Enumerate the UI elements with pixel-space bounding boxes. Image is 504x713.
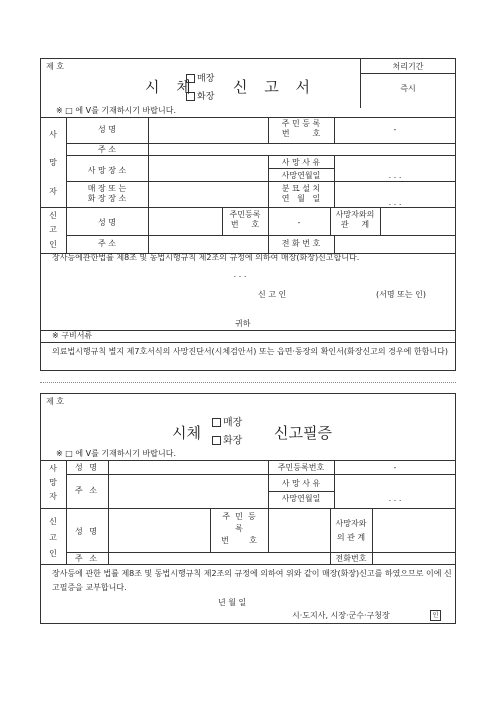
grave-date-value[interactable]: . . .: [388, 198, 402, 207]
cert-reporter-address-label: 주 소: [75, 554, 99, 563]
title-suffix: 신 고 서: [233, 78, 317, 96]
reporter-rrn-label: 주민등록 번 호: [229, 210, 261, 229]
cert-death-date-value[interactable]: . . .: [388, 494, 402, 503]
cert-death-reason-label: 사 망 사 유: [281, 479, 321, 488]
cert-name-label: 성 명: [75, 463, 99, 472]
cert-reporter-name-label: 성 명: [75, 527, 99, 536]
cert-title-prefix: 시체: [172, 424, 201, 442]
cert-reporter-side-2: 고: [49, 533, 57, 542]
processing-period-value: 즉시: [400, 84, 416, 93]
cert-title-suffix: 신고필증: [274, 424, 332, 442]
checkbox-icon[interactable]: [186, 74, 195, 83]
death-date-label: 사망연월일: [281, 171, 321, 180]
cert-number-label: 제 호: [46, 397, 64, 406]
cert-death-date-label: 사망연월일: [281, 494, 321, 503]
cert-reporter-side-3: 인: [49, 549, 57, 558]
cert-phone-label: 전화번호: [335, 554, 367, 563]
issuer: 시·도지사, 시장·군수·구청장: [292, 611, 390, 620]
cut-line: [40, 382, 456, 383]
processing-period-label: 처리기간: [392, 62, 424, 71]
reporter-address-label: 주 소: [98, 239, 116, 248]
name-label: 성 명: [98, 125, 116, 134]
checkbox-icon[interactable]: [212, 436, 221, 445]
deceased-side-3: 자: [49, 187, 57, 196]
form-number-label: 제 호: [46, 62, 64, 71]
cert-rrn-label: 주민등록번호: [277, 463, 325, 472]
reporter-side-1: 신: [49, 211, 57, 220]
rrn-label: 주 민 등 록 번 호: [281, 119, 321, 138]
addressee: 귀하: [235, 319, 251, 328]
burial-place-label: 매 장 또 는 화 장 장 소: [87, 184, 127, 203]
rrn-value[interactable]: -: [393, 125, 397, 134]
cert-rrn-value[interactable]: -: [393, 463, 397, 472]
death-reason-label: 사 망 사 유: [281, 158, 321, 167]
cert-date-line[interactable]: 년 월 일: [218, 598, 247, 607]
date-line[interactable]: . . .: [233, 270, 247, 279]
option-cremation[interactable]: 화장: [186, 92, 214, 102]
reporter-side-3: 인: [49, 240, 57, 249]
cert-option-burial[interactable]: 매장: [212, 418, 242, 429]
grave-date-label: 분 묘 설 치 연 월 일: [281, 184, 321, 203]
reporter-name-label: 성 명: [98, 218, 116, 227]
address-label: 주 소: [98, 145, 116, 154]
death-date-value[interactable]: . . .: [388, 171, 402, 180]
relation-label: 사망자와의 관 계: [335, 210, 375, 229]
cert-reporter-side-1: 신: [49, 517, 57, 526]
title-prefix: 시 체: [145, 78, 197, 96]
checkbox-icon[interactable]: [212, 418, 221, 427]
cert-statement: 장사등에 관한 법률 제8조 및 동법시행규칙 제2조의 규정에 의하여 위와 같이 매장(화장)신고를 하였으므로 이에 신고필증을 교부합니다.: [52, 569, 452, 592]
reporter-sign-label: 신 고 인: [258, 290, 287, 299]
cert-reporter-rrn-label: 주 민 등 록 번 호: [221, 512, 257, 545]
cert-deceased-side-3: 자: [49, 492, 57, 501]
reporter-side-2: 고: [49, 225, 57, 234]
cert-option-cremation[interactable]: 화장: [212, 436, 242, 447]
phone-label: 전 화 번 호: [281, 239, 321, 248]
check-note: ※ □ 에 V를 기재하시기 바랍니다.: [56, 106, 176, 115]
seal-stamp: 인: [430, 610, 441, 621]
deceased-side-2: 망: [49, 158, 57, 167]
statement: 장사등에관한법률 제8조 및 동법시행규칙 제2조의 규정에 의하여 매장(화장)신고합니다.: [52, 253, 360, 262]
reporter-rrn-value[interactable]: -: [297, 218, 301, 227]
deceased-side-1: 사: [49, 130, 57, 139]
documents-header: ※ 구비서류: [52, 331, 93, 340]
checkbox-icon[interactable]: [186, 92, 195, 101]
death-place-label: 사 망 장 소: [87, 166, 127, 175]
cert-deceased-side-1: 사: [49, 464, 57, 473]
cert-deceased-side-2: 망: [49, 478, 57, 487]
cert-check-note: ※ □ 에 V를 기재하시기 바랍니다.: [56, 449, 176, 458]
documents-body: 의료법시행규칙 별지 제7호서식의 사망진단서(시체검안서) 또는 읍면·동장의 확인서(화장신고의 경우에 한함니다): [52, 347, 448, 356]
cert-relation-label: 사망자와 의 관 계: [335, 519, 367, 542]
sign-note: (서명 또는 인): [376, 290, 426, 299]
option-burial[interactable]: 매장: [186, 74, 214, 84]
cert-address-label: 주 소: [75, 486, 99, 495]
